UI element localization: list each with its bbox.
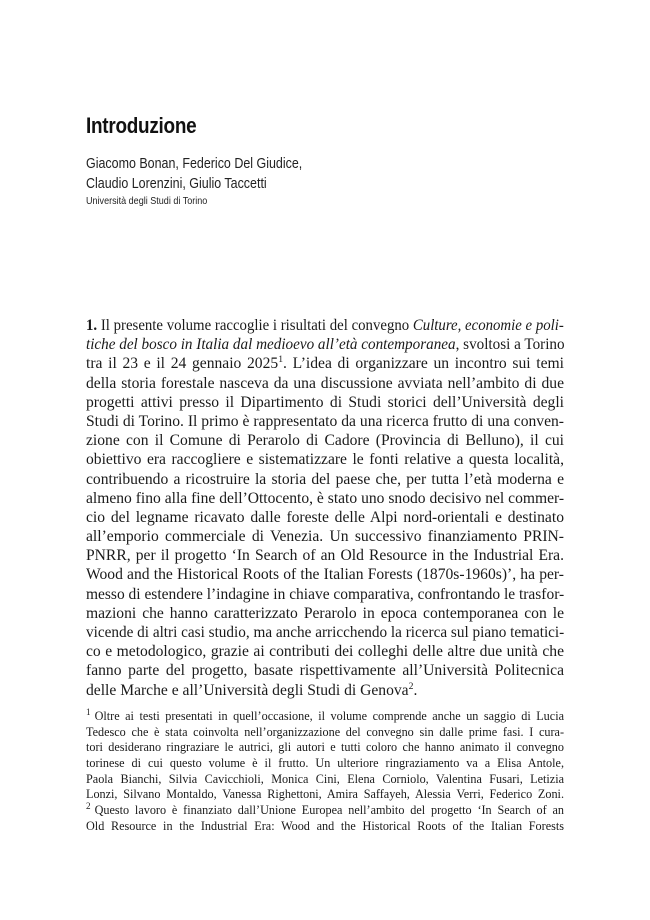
body-line [86,316,564,335]
text-run: Il presente volume raccoglie i risultati del convegno [97,317,413,334]
body-line [86,661,564,680]
author-line: Giacomo Bonan, Federico Del Giudice, [86,156,303,172]
footnote-reference[interactable]: 1 [278,354,284,366]
author-list [86,154,302,194]
affiliation: Università degli Studi di Torino [86,195,208,207]
text-run: mazioni che hanno caratterizzato Perarolo in epoca contemporanea con le [86,604,564,622]
text-run: obiettivo era raccogliere e sistematizzare le fonti relative a questa località, [86,451,564,469]
footnote-line [86,725,564,741]
body-line [86,681,564,700]
text-run: co e metodologico, grazie ai contributi dei colleghi delle altre due unità che [86,643,564,661]
italic-title-run: Culture, economie e poli- [412,317,564,334]
body-line [86,585,564,604]
footnote-text: Questo lavoro è finanziato dall’Unione Europea nell’ambito del progetto ‘In Search of an [94,803,564,818]
footnote-marker: 2 [86,801,91,812]
body-line [86,642,564,661]
body-line [86,604,564,623]
footnote-line [86,772,564,788]
text-run: messo di estendere l’indagine in chiave comparativa, confrontando le trasfor- [86,585,565,603]
text-run: PNRR, per il progetto ‘In Search of an Old Resource in the Industrial Era. [86,547,564,565]
footnote-marker: 1 [86,706,91,717]
body-line [86,335,564,354]
body-line [86,450,564,469]
body-line [86,527,564,546]
footnote-line [86,740,564,756]
text-run: contribuendo a ricostruire la storia del paese che, per tutta l’età moderna e [86,470,564,488]
body-line [86,623,564,642]
text-run: delle Marche e all’Università degli Studi di Genova [86,681,409,699]
footnote-line [86,819,564,835]
author-line: Claudio Lorenzini, Giulio Taccetti [86,176,267,192]
footnote-text: torinese di cui questo volume è il frutto. Un ulteriore ringraziamento va a Elisa Antole, [86,756,564,771]
text-run: Studi di Torino. Il primo è rappresentato da una ricerca frutto di una conven- [86,412,564,430]
body-line [86,431,564,450]
body-line [86,470,564,489]
chapter-title: Introduzione [86,113,197,138]
text-run: cio del legname ricavato dalle foreste delle Alpi nord-orientali e destinato [86,508,564,526]
text-run: tra il 23 e il 24 gennaio 2025 [86,355,279,373]
body-line [86,565,564,584]
footnote-line [86,803,564,819]
footnotes [86,706,564,835]
section-1-paragraph [86,316,564,700]
body-line [86,508,564,527]
footnote-text: Oltre ai testi presentati in quell’occasione, il volume comprende anche un saggio di Lucia [94,709,564,723]
body-line [86,393,564,412]
body-line [86,546,564,565]
footnote-text: Lonzi, Silvano Montaldo, Vanessa Righettoni, Amira Saffayeh, Alessia Verri, Federico Zoni. [86,787,564,802]
body-line [86,489,564,508]
italic-title-run: tiche del bosco in Italia dal medioevo all’età contemporanea [86,336,456,354]
text-run: all’emporio commerciale di Venezia. Un successivo finanziamento PRIN- [86,528,564,546]
footnote-text: Paola Bianchi, Silvia Cavicchioli, Monica Cini, Elena Corniolo, Valentina Fusari, Letizia [86,771,564,786]
section-number: 1. [86,317,98,334]
footnote-text: tori desiderano ringraziare le autrici, gli autori e tutti coloro che hanno animato il convegno [86,740,564,755]
body-line [86,354,564,373]
footnote-text: Tedesco che è stata coinvolta nell’organizzazione del convegno sin dalle prime fasi. I cura- [86,724,564,739]
footnote-reference[interactable]: 2 [408,680,414,692]
footnote-text: Old Resource in the Industrial Era: Wood and the Historical Roots of the Italian Forests [86,818,564,833]
body-line [86,374,564,393]
footnote-line [86,706,564,725]
text-run: , svoltosi a Torino [455,336,565,354]
body-line [86,412,564,431]
text-run: fanno parte del progetto, basate rispettivamente all’Università Politecnica [86,662,564,680]
text-run: . L’idea di organizzare un incontro sui temi [283,355,564,373]
footnote-line [86,756,564,772]
text-run: Wood and the Historical Roots of the Italian Forests (1870s-1960s)’, ha per- [86,566,564,584]
footnote-line [86,787,564,803]
text-run: zione con il Comune di Perarolo di Cadore (Provincia di Belluno), il cui [86,432,564,450]
text-run: della storia forestale nasceva da una discussione avviata nell’ambito di due [86,374,564,392]
text-run: vicende di altri casi studio, ma anche arricchendo la ricerca sul piano tematici- [86,624,565,641]
text-run: . [413,681,418,699]
text-run: almeno fino alla fine dell’Ottocento, è stato uno snodo decisivo nel commer- [86,489,565,507]
text-run: progetti attivi presso il Dipartimento di Studi storici dell’Università degli [86,393,564,411]
